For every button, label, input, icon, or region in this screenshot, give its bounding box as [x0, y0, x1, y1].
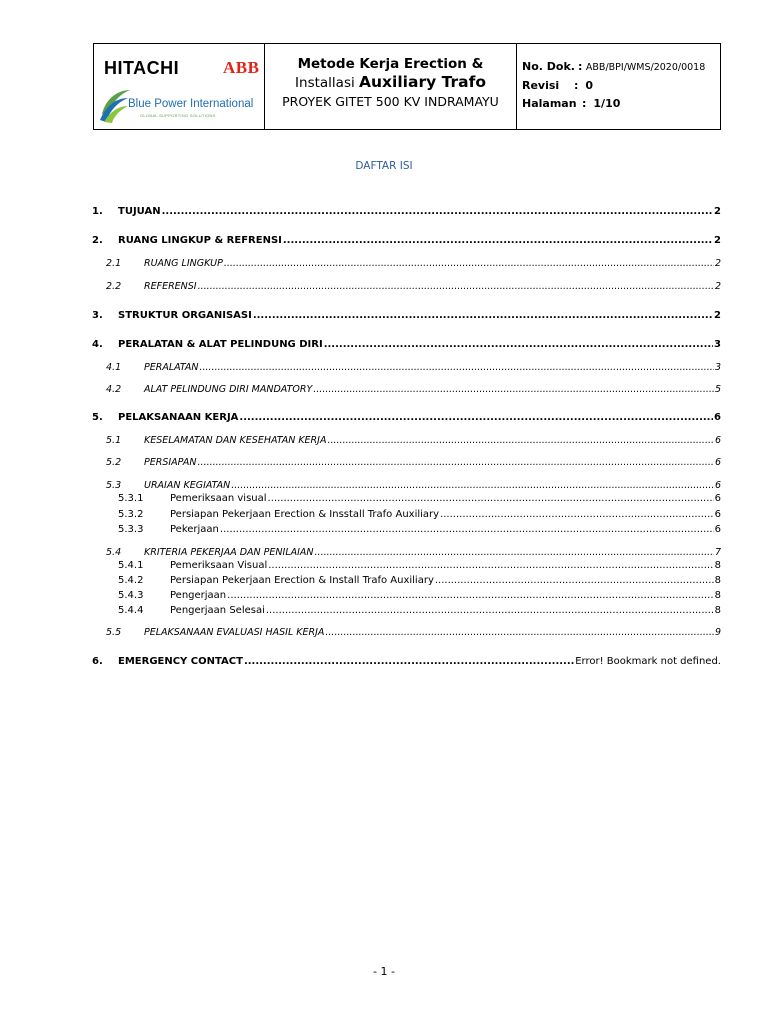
toc-entry-number: 1.: [92, 206, 103, 217]
toc-entry[interactable]: [92, 508, 721, 522]
toc-entry-title: ALAT PELINDUNG DIRI MANDATORY: [144, 384, 313, 395]
toc-entry-title: Persiapan Pekerjaan Erection & Insstall Trafo Auxiliary: [170, 509, 440, 520]
toc-entry-title: Pengerjaan: [170, 590, 227, 601]
toc-entry[interactable]: [92, 434, 721, 448]
doc-number-row: [522, 58, 720, 77]
toc-entry-title: REFERENSI: [144, 281, 197, 292]
title-cell: [265, 44, 517, 129]
toc-leader-dots: [162, 205, 713, 219]
toc-entry-number: 5.4.3: [118, 590, 144, 601]
toc-entry-title: Persiapan Pekerjaan Erection & Install Trafo Auxiliary: [170, 575, 434, 586]
page-count-row: [522, 95, 720, 113]
toc-entry-page: 8: [714, 575, 721, 586]
toc-entry-number: 5.3.3: [118, 524, 144, 535]
toc-leader-dots: [198, 456, 714, 470]
toc-leader-dots: [253, 309, 713, 323]
logo-cell: [94, 44, 265, 129]
hitachi-logo: HITACHI: [104, 58, 180, 78]
project-name: PROYEK GITET 500 KV INDRAMAYU: [282, 94, 499, 109]
revision-label: Revisi: [522, 79, 560, 92]
toc-entry[interactable]: [92, 280, 721, 294]
toc-entry-page: 9: [714, 627, 721, 638]
toc-entry[interactable]: [92, 546, 721, 560]
revision-value: 0: [585, 79, 594, 92]
toc-entry-number: 5.4.2: [118, 575, 144, 586]
toc-leader-dots: [268, 492, 714, 506]
doc-title-line2: [265, 73, 516, 92]
toc-leader-dots: [325, 626, 714, 640]
revision-sep: :: [574, 79, 579, 92]
toc-entry[interactable]: [92, 456, 721, 470]
toc-entry-number: 5.3.1: [118, 493, 144, 504]
toc-entry-title: KRITERIA PEKERJAA DAN PENILAIAN: [144, 547, 314, 558]
toc-entry[interactable]: [92, 523, 721, 537]
toc-entry[interactable]: [92, 492, 721, 506]
page-count-value: 1/10: [593, 97, 621, 110]
toc-entry-page: 2: [714, 258, 721, 269]
bpi-swoosh-icon: [98, 84, 132, 124]
toc-entry-number: 2.1: [106, 258, 122, 269]
page-count-label: Halaman: [522, 97, 577, 110]
toc-leader-dots: [220, 523, 714, 537]
toc-entry-title: Pemeriksaan visual: [170, 493, 267, 504]
toc-entry-number: 4.2: [106, 384, 122, 395]
toc-entry-title: Pekerjaan: [170, 524, 219, 535]
toc-entry[interactable]: [92, 234, 721, 248]
toc-entry[interactable]: [92, 338, 721, 352]
toc-entry-title: Pemeriksaan Visual: [170, 560, 268, 571]
toc-entry-page: 3: [714, 339, 721, 350]
toc-entry-page: 6: [714, 509, 721, 520]
toc-leader-dots: [313, 383, 714, 397]
toc-entry[interactable]: [92, 205, 721, 219]
toc-entry-page: 6: [714, 412, 721, 423]
revision-row: [522, 77, 720, 95]
toc-entry-page: 8: [714, 590, 721, 601]
toc-entry[interactable]: [92, 655, 721, 669]
toc-entry-page: 6: [714, 480, 721, 491]
document-header-table: [93, 43, 721, 130]
toc-entry-number: 3.: [92, 310, 103, 321]
toc-entry-title: PERALATAN: [144, 362, 199, 373]
toc-entry[interactable]: [92, 574, 721, 588]
blue-power-international-logo: [98, 84, 263, 124]
toc-entry[interactable]: [92, 411, 721, 425]
toc-leader-dots: [268, 559, 713, 573]
toc-entry[interactable]: [92, 361, 721, 375]
toc-entry-page: 3: [714, 362, 721, 373]
toc-entry[interactable]: [92, 257, 721, 271]
page-number-footer: - 1 -: [373, 965, 395, 978]
toc-entry-page: 5: [714, 384, 721, 395]
toc-entry-title: PERALATAN & ALAT PELINDUNG DIRI: [118, 339, 323, 350]
toc-entry-title: URAIAN KEGIATAN: [144, 480, 231, 491]
toc-entry-number: 5.4.4: [118, 605, 144, 616]
toc-entry[interactable]: [92, 626, 721, 640]
toc-entry-title: EMERGENCY CONTACT: [118, 656, 243, 667]
toc-heading: DAFTAR ISI: [355, 160, 413, 172]
toc-entry-page: 8: [714, 605, 721, 616]
toc-entry[interactable]: [92, 559, 721, 573]
toc-entry-page: 6: [714, 435, 721, 446]
toc-leader-dots: [315, 546, 714, 560]
toc-entry-page: 6: [714, 524, 721, 535]
abb-logo: ABB: [223, 58, 260, 77]
toc-entry-number: 5.5: [106, 627, 122, 638]
toc-entry-number: 5.3.2: [118, 509, 144, 520]
doc-title-line2-prefix: Installasi: [295, 75, 355, 91]
toc-leader-dots: [266, 604, 714, 618]
toc-entry-number: 4.1: [106, 362, 122, 373]
toc-entry-page: 2: [714, 281, 721, 292]
toc-leader-dots: [231, 479, 714, 493]
toc-entry[interactable]: [92, 309, 721, 323]
toc-entry-number: 5.4.1: [118, 560, 144, 571]
bpi-logo-name: Blue Power International: [128, 98, 254, 110]
toc-leader-dots: [244, 655, 574, 669]
toc-entry-number: 2.2: [106, 281, 122, 292]
toc-leader-dots: [440, 508, 714, 522]
doc-number-label: No. Dok.: [522, 60, 575, 73]
doc-title-line2-bold: Auxiliary Trafo: [359, 73, 486, 91]
doc-title-line1: Metode Kerja Erection &: [297, 56, 484, 72]
bpi-logo-tagline: GLOBAL SUPPORTING SOLUTIONS: [140, 113, 216, 118]
toc-entry[interactable]: [92, 383, 721, 397]
toc-leader-dots: [198, 280, 714, 294]
toc-entry-title: PELAKSANAAN KERJA: [118, 412, 239, 423]
toc-entry-title: PERSIAPAN: [144, 457, 197, 468]
toc-entry-number: 5.1: [106, 435, 122, 446]
toc-entry-page: 2: [714, 235, 721, 246]
toc-entry-title: STRUKTUR ORGANISASI: [118, 310, 252, 321]
toc-entry-number: 5.2: [106, 457, 122, 468]
toc-entry-title: Pengerjaan Selesai: [170, 605, 265, 616]
toc-leader-dots: [239, 411, 713, 425]
toc-entry-title: PELAKSANAAN EVALUASI HASIL KERJA: [144, 627, 325, 638]
doc-number-sep: :: [578, 60, 583, 73]
toc-entry-title: KESELAMATAN DAN KESEHATAN KERJA: [144, 435, 327, 446]
toc-entry[interactable]: [92, 479, 721, 493]
toc-entry-page: 6: [714, 493, 721, 504]
toc-leader-dots: [435, 574, 714, 588]
toc-entry-number: 2.: [92, 235, 103, 246]
toc-entry[interactable]: [92, 589, 721, 603]
toc-entry-page: 2: [714, 310, 721, 321]
meta-cell: [517, 44, 720, 129]
doc-number-value: ABB/BPI/WMS/2020/0018: [585, 62, 706, 73]
toc-entry-number: 4.: [92, 339, 103, 350]
toc-entry-number: 5.4: [106, 547, 122, 558]
toc-entry-number: 6.: [92, 656, 103, 667]
toc-entry-title: RUANG LINGKUP: [144, 258, 223, 269]
toc-entry-title: TUJUAN: [118, 206, 161, 217]
toc-leader-dots: [224, 257, 714, 271]
page-count-sep: :: [582, 97, 587, 110]
toc-entry-page: 6: [714, 457, 721, 468]
toc-entry-page: 8: [714, 560, 721, 571]
toc-leader-dots: [324, 338, 713, 352]
toc-entry-number: 5.3: [106, 480, 122, 491]
toc-leader-dots: [227, 589, 713, 603]
toc-entry[interactable]: [92, 604, 721, 618]
toc-entry-page: 7: [714, 547, 721, 558]
toc-entry-page: Error! Bookmark not defined.: [575, 656, 721, 667]
toc-leader-dots: [283, 234, 713, 248]
toc-leader-dots: [327, 434, 713, 448]
toc-entry-page: 2: [714, 206, 721, 217]
toc-entry-title: RUANG LINGKUP & REFRENSI: [118, 235, 282, 246]
toc-entry-number: 5.: [92, 412, 103, 423]
toc-leader-dots: [199, 361, 713, 375]
